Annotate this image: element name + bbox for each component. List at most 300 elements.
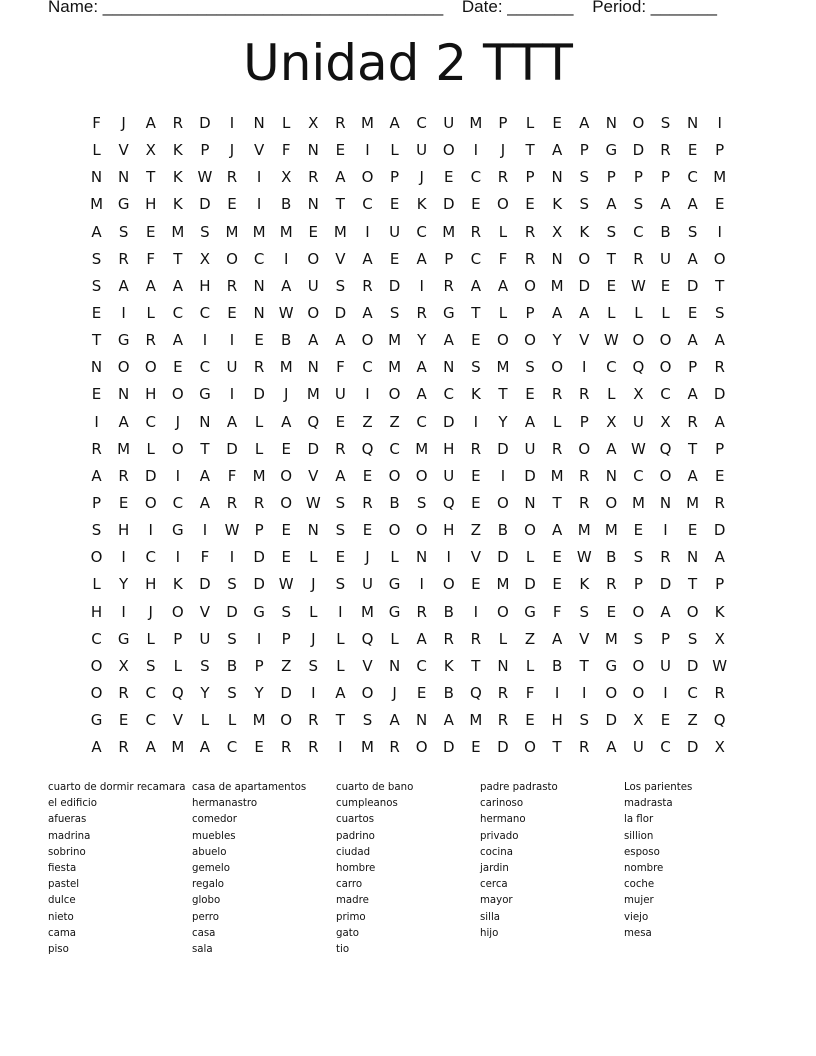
grid-letter: I: [229, 548, 235, 567]
grid-letter: E: [91, 303, 102, 322]
grid-letter: O: [171, 385, 184, 404]
grid-letter: T: [715, 276, 725, 295]
grid-letter: A: [335, 168, 346, 187]
grid-letter: B: [389, 493, 400, 512]
grid-letter: W: [576, 548, 592, 567]
grid-letter: Q: [632, 358, 645, 377]
word-list-item: cumpleanos: [336, 798, 398, 810]
grid-letter: M: [361, 114, 374, 132]
word-list-item: fiesta: [48, 862, 77, 874]
grid-letter: E: [227, 195, 237, 214]
grid-letter: L: [498, 222, 508, 241]
grid-letter: A: [606, 738, 617, 757]
grid-letter: A: [362, 303, 373, 322]
grid-letter: S: [633, 548, 644, 567]
grid-letter: A: [145, 114, 156, 132]
grid-letter: B: [660, 222, 671, 241]
grid-letter: W: [278, 303, 294, 322]
grid-letter: R: [118, 466, 129, 485]
grid-letter: E: [227, 303, 237, 322]
grid-letter: D: [497, 548, 509, 567]
grid-letter: N: [307, 195, 319, 214]
word-list-item: cuarto de bano: [336, 782, 414, 793]
grid-letter: M: [604, 521, 618, 540]
grid-letter: J: [311, 629, 316, 648]
grid-letter: Z: [362, 412, 373, 431]
grid-letter: S: [91, 249, 102, 268]
grid-letter: L: [498, 629, 508, 648]
grid-letter: K: [172, 141, 183, 160]
grid-letter: I: [94, 412, 99, 431]
grid-letter: O: [280, 711, 293, 730]
grid-letter: R: [118, 683, 129, 702]
grid-letter: D: [713, 521, 726, 540]
grid-letter: C: [416, 412, 427, 431]
grid-letter: Z: [470, 521, 481, 540]
grid-letter: V: [335, 249, 346, 268]
grid-letter: P: [525, 303, 535, 322]
grid-letter: U: [660, 656, 671, 675]
grid-letter: S: [579, 711, 589, 730]
grid-letter: L: [607, 385, 616, 404]
grid-letter: A: [443, 711, 454, 730]
word-list-item: coche: [624, 879, 655, 891]
grid-letter: H: [443, 521, 455, 540]
header-fields: [48, 0, 731, 17]
word-list-item: globo: [192, 895, 221, 907]
grid-letter: R: [253, 358, 265, 377]
grid-letter: V: [579, 331, 590, 350]
grid-letter: R: [579, 385, 590, 404]
grid-letter: S: [335, 276, 346, 295]
grid-letter: S: [687, 222, 698, 241]
grid-letter: M: [469, 114, 483, 132]
grid-letter: N: [686, 114, 699, 132]
grid-letter: O: [524, 521, 536, 540]
grid-letter: I: [338, 738, 343, 757]
grid-letter: X: [714, 738, 725, 757]
grid-letter: E: [471, 738, 481, 757]
grid-letter: S: [227, 683, 237, 702]
word-list-item: hijo: [480, 927, 499, 939]
grid-letter: O: [442, 141, 455, 160]
grid-letter: S: [579, 168, 589, 187]
grid-letter: L: [173, 656, 182, 675]
grid-letter: C: [633, 466, 644, 485]
grid-letter: R: [551, 439, 563, 458]
grid-letter: U: [199, 629, 211, 648]
grid-letter: J: [229, 141, 235, 160]
grid-letter: R: [226, 168, 238, 187]
grid-letter: E: [335, 141, 346, 160]
grid-letter: Y: [119, 575, 129, 594]
grid-letter: F: [146, 249, 156, 268]
grid-letter: A: [687, 385, 698, 404]
grid-letter: M: [117, 439, 131, 458]
grid-letter: M: [415, 439, 429, 458]
grid-letter: S: [335, 521, 346, 540]
grid-letter: M: [171, 222, 185, 241]
grid-letter: C: [362, 358, 373, 377]
grid-letter: K: [172, 195, 183, 214]
grid-letter: L: [227, 711, 237, 730]
grid-letter: T: [552, 738, 562, 757]
grid-letter: I: [175, 466, 181, 485]
grid-letter: W: [224, 521, 240, 540]
grid-letter: G: [388, 602, 401, 621]
grid-letter: W: [631, 276, 646, 295]
grid-letter: V: [308, 466, 319, 485]
grid-letter: T: [606, 249, 616, 268]
grid-letter: Y: [498, 412, 508, 431]
grid-letter: D: [686, 276, 699, 295]
grid-letter: C: [416, 656, 427, 675]
grid-letter: S: [200, 222, 210, 241]
grid-letter: D: [605, 711, 618, 730]
grid-letter: L: [525, 548, 535, 567]
grid-letter: O: [659, 466, 672, 485]
grid-letter: E: [118, 711, 129, 730]
grid-letter: O: [280, 466, 293, 485]
grid-letter: Q: [171, 683, 184, 702]
grid-letter: R: [470, 222, 482, 241]
grid-letter: E: [173, 358, 183, 377]
grid-letter: A: [389, 114, 400, 132]
grid-letter: K: [172, 168, 183, 187]
grid-letter: Y: [552, 331, 562, 350]
grid-letter: I: [554, 683, 560, 702]
grid-letter: N: [253, 303, 265, 322]
grid-letter: O: [578, 249, 591, 268]
grid-letter: C: [172, 303, 184, 322]
grid-letter: Y: [254, 683, 264, 702]
grid-letter: U: [307, 276, 319, 295]
grid-letter: E: [254, 331, 264, 350]
grid-letter: R: [362, 493, 373, 512]
word-list-item: dulce: [48, 895, 76, 907]
grid-letter: E: [633, 521, 644, 540]
grid-letter: I: [311, 683, 316, 702]
grid-letter: P: [525, 168, 535, 187]
grid-letter: C: [199, 303, 211, 322]
grid-letter: I: [256, 195, 262, 214]
word-list-item: madrina: [48, 830, 91, 842]
grid-letter: L: [390, 141, 399, 160]
grid-letter: L: [661, 303, 670, 322]
grid-letter: R: [497, 683, 509, 702]
grid-letter: E: [471, 575, 481, 594]
grid-letter: C: [91, 629, 102, 648]
grid-letter: V: [362, 656, 373, 675]
grid-letter: O: [497, 195, 509, 214]
grid-letter: T: [498, 385, 508, 404]
grid-letter: E: [525, 711, 535, 730]
grid-letter: P: [633, 168, 643, 187]
grid-letter: A: [552, 303, 563, 322]
grid-letter: R: [416, 303, 427, 322]
grid-letter: A: [335, 331, 346, 350]
grid-letter: V: [172, 711, 183, 730]
grid-letter: Q: [442, 493, 455, 512]
grid-letter: O: [713, 249, 726, 268]
grid-letter: N: [253, 114, 265, 132]
grid-letter: C: [145, 683, 156, 702]
grid-letter: S: [660, 114, 671, 132]
grid-letter: S: [145, 656, 156, 675]
grid-letter: R: [687, 412, 698, 431]
grid-letter: F: [200, 548, 210, 567]
grid-letter: E: [308, 222, 319, 241]
grid-letter: E: [281, 439, 291, 458]
grid-letter: D: [253, 575, 265, 594]
grid-letter: O: [632, 114, 645, 132]
word-list-item: mayor: [480, 895, 513, 907]
grid-letter: B: [551, 656, 563, 675]
grid-letter: Z: [389, 412, 400, 431]
grid-letter: A: [308, 331, 319, 350]
grid-letter: G: [524, 602, 536, 621]
grid-letter: V: [253, 141, 265, 160]
grid-letter: Q: [713, 711, 726, 730]
grid-letter: Q: [361, 629, 374, 648]
grid-letter: T: [173, 249, 183, 268]
grid-letter: D: [280, 683, 292, 702]
grid-letter: D: [334, 303, 347, 322]
grid-letter: I: [500, 466, 506, 485]
word-list-item: casa: [192, 927, 216, 939]
grid-letter: K: [416, 195, 427, 214]
grid-letter: T: [146, 168, 156, 187]
grid-letter: X: [308, 114, 319, 132]
grid-letter: P: [715, 141, 725, 160]
grid-letter: A: [714, 412, 725, 431]
word-list-item: regalo: [192, 879, 225, 891]
grid-letter: F: [525, 683, 535, 702]
grid-letter: A: [687, 249, 698, 268]
grid-letter: U: [524, 439, 536, 458]
grid-letter: M: [361, 738, 374, 757]
grid-letter: L: [309, 548, 318, 567]
grid-letter: D: [442, 195, 455, 214]
grid-letter: D: [253, 385, 265, 404]
grid-letter: C: [145, 548, 156, 567]
grid-letter: E: [552, 575, 562, 594]
grid-letter: C: [416, 222, 427, 241]
grid-letter: G: [90, 711, 103, 730]
grid-letter: E: [714, 195, 725, 214]
word-list-item: tio: [336, 943, 350, 955]
grid-letter: O: [686, 602, 699, 621]
grid-letter: W: [197, 168, 213, 187]
grid-letter: P: [444, 249, 454, 268]
grid-letter: D: [388, 276, 401, 295]
grid-letter: D: [632, 141, 645, 160]
word-list-item: Los parientes: [624, 782, 693, 793]
grid-letter: P: [660, 168, 671, 187]
grid-letter: A: [199, 466, 211, 485]
grid-letter: T: [335, 195, 345, 214]
grid-letter: R: [280, 738, 292, 757]
grid-letter: L: [498, 303, 508, 322]
grid-letter: D: [199, 114, 211, 132]
grid-letter: O: [632, 331, 645, 350]
grid-letter: A: [497, 276, 509, 295]
grid-letter: W: [603, 331, 619, 350]
grid-letter: T: [471, 303, 481, 322]
grid-letter: F: [552, 602, 562, 621]
grid-letter: B: [281, 331, 292, 350]
grid-letter: M: [469, 711, 483, 730]
grid-letter: E: [389, 249, 400, 268]
word-list-item: cerca: [480, 879, 508, 891]
word-list-item: viejo: [624, 911, 649, 923]
grid-letter: T: [552, 493, 562, 512]
grid-letter: A: [552, 141, 563, 160]
grid-letter: G: [605, 141, 618, 160]
grid-letter: A: [335, 466, 346, 485]
grid-letter: J: [365, 548, 370, 567]
word-list-column: [336, 780, 480, 958]
grid-letter: R: [551, 385, 563, 404]
grid-letter: I: [202, 521, 208, 540]
grid-letter: N: [524, 493, 536, 512]
period-field-label: Period: _______: [592, 0, 717, 16]
grid-letter: S: [91, 276, 102, 295]
grid-letter: M: [388, 331, 402, 350]
grid-letter: L: [634, 303, 643, 322]
grid-letter: O: [659, 331, 672, 350]
grid-letter: R: [660, 548, 671, 567]
grid-letter: I: [365, 141, 370, 160]
grid-letter: L: [552, 412, 562, 431]
grid-letter: N: [605, 466, 617, 485]
grid-letter: L: [146, 439, 155, 458]
grid-letter: S: [200, 656, 210, 675]
grid-letter: I: [473, 412, 479, 431]
grid-letter: D: [578, 276, 591, 295]
grid-letter: O: [117, 358, 130, 377]
grid-letter: D: [199, 575, 211, 594]
grid-letter: E: [444, 168, 454, 187]
grid-letter: A: [362, 249, 373, 268]
grid-letter: P: [579, 141, 589, 160]
grid-letter: O: [361, 168, 374, 187]
grid-letter: A: [91, 738, 102, 757]
grid-letter: L: [146, 303, 155, 322]
grid-letter: K: [579, 575, 590, 594]
grid-letter: H: [90, 602, 103, 621]
grid-letter: I: [229, 114, 235, 132]
grid-letter: U: [632, 412, 644, 431]
word-list-item: cuartos: [336, 814, 375, 826]
grid-letter: I: [202, 331, 208, 350]
grid-letter: V: [199, 602, 211, 621]
grid-letter: E: [91, 385, 102, 404]
grid-letter: N: [497, 656, 509, 675]
grid-letter: U: [361, 575, 373, 594]
grid-letter: N: [253, 276, 265, 295]
grid-letter: R: [633, 249, 644, 268]
grid-letter: P: [688, 358, 698, 377]
grid-letter: E: [281, 548, 291, 567]
grid-letter: T: [688, 575, 698, 594]
word-list-item: cuarto de dormir recamara: [48, 782, 186, 793]
grid-letter: N: [118, 168, 130, 187]
grid-letter: A: [552, 629, 563, 648]
grid-letter: Z: [524, 629, 536, 648]
grid-letter: T: [579, 656, 589, 675]
grid-letter: L: [607, 303, 616, 322]
grid-letter: D: [442, 738, 455, 757]
grid-letter: A: [172, 276, 183, 295]
word-list-item: pastel: [48, 879, 80, 891]
word-list-column: [624, 780, 768, 958]
word-list-item: madrasta: [624, 798, 673, 810]
grid-letter: I: [663, 521, 668, 540]
grid-letter: E: [471, 466, 481, 485]
grid-letter: O: [524, 331, 536, 350]
grid-letter: R: [362, 276, 373, 295]
grid-letter: R: [579, 738, 590, 757]
grid-letter: T: [200, 439, 210, 458]
grid-letter: D: [307, 439, 320, 458]
grid-letter: N: [416, 548, 428, 567]
grid-letter: G: [117, 331, 130, 350]
grid-letter: P: [200, 141, 210, 160]
word-list-item: comedor: [192, 814, 237, 826]
grid-letter: D: [686, 656, 699, 675]
grid-letter: X: [145, 141, 156, 160]
grid-letter: R: [714, 493, 725, 512]
grid-letter: O: [90, 548, 103, 567]
grid-letter: R: [253, 493, 265, 512]
grid-letter: U: [334, 385, 346, 404]
grid-letter: U: [443, 114, 455, 132]
grid-letter: S: [335, 493, 346, 512]
grid-letter: J: [392, 683, 397, 702]
grid-letter: A: [524, 412, 536, 431]
grid-letter: R: [579, 466, 590, 485]
grid-letter: O: [497, 493, 509, 512]
grid-letter: A: [118, 412, 129, 431]
grid-letter: O: [497, 331, 509, 350]
grid-letter: J: [419, 168, 424, 187]
word-list-column: [480, 780, 624, 958]
grid-letter: S: [227, 575, 237, 594]
grid-letter: N: [605, 114, 617, 132]
grid-letter: I: [365, 385, 370, 404]
grid-letter: B: [443, 683, 454, 702]
grid-letter: N: [388, 656, 401, 675]
grid-letter: A: [226, 412, 238, 431]
grid-letter: R: [335, 114, 346, 132]
grid-letter: A: [416, 358, 427, 377]
grid-letter: E: [714, 466, 725, 485]
grid-letter: S: [633, 629, 644, 648]
grid-letter: M: [686, 493, 700, 512]
grid-letter: T: [525, 141, 535, 160]
word-list-item: esposo: [624, 846, 660, 858]
grid-letter: M: [604, 629, 618, 648]
grid-letter: G: [117, 629, 130, 648]
grid-letter: R: [443, 629, 454, 648]
grid-letter: D: [497, 738, 509, 757]
grid-letter: E: [660, 711, 671, 730]
grid-letter: R: [524, 222, 536, 241]
grid-letter: A: [579, 303, 590, 322]
grid-letter: M: [713, 168, 727, 187]
grid-letter: E: [145, 222, 156, 241]
